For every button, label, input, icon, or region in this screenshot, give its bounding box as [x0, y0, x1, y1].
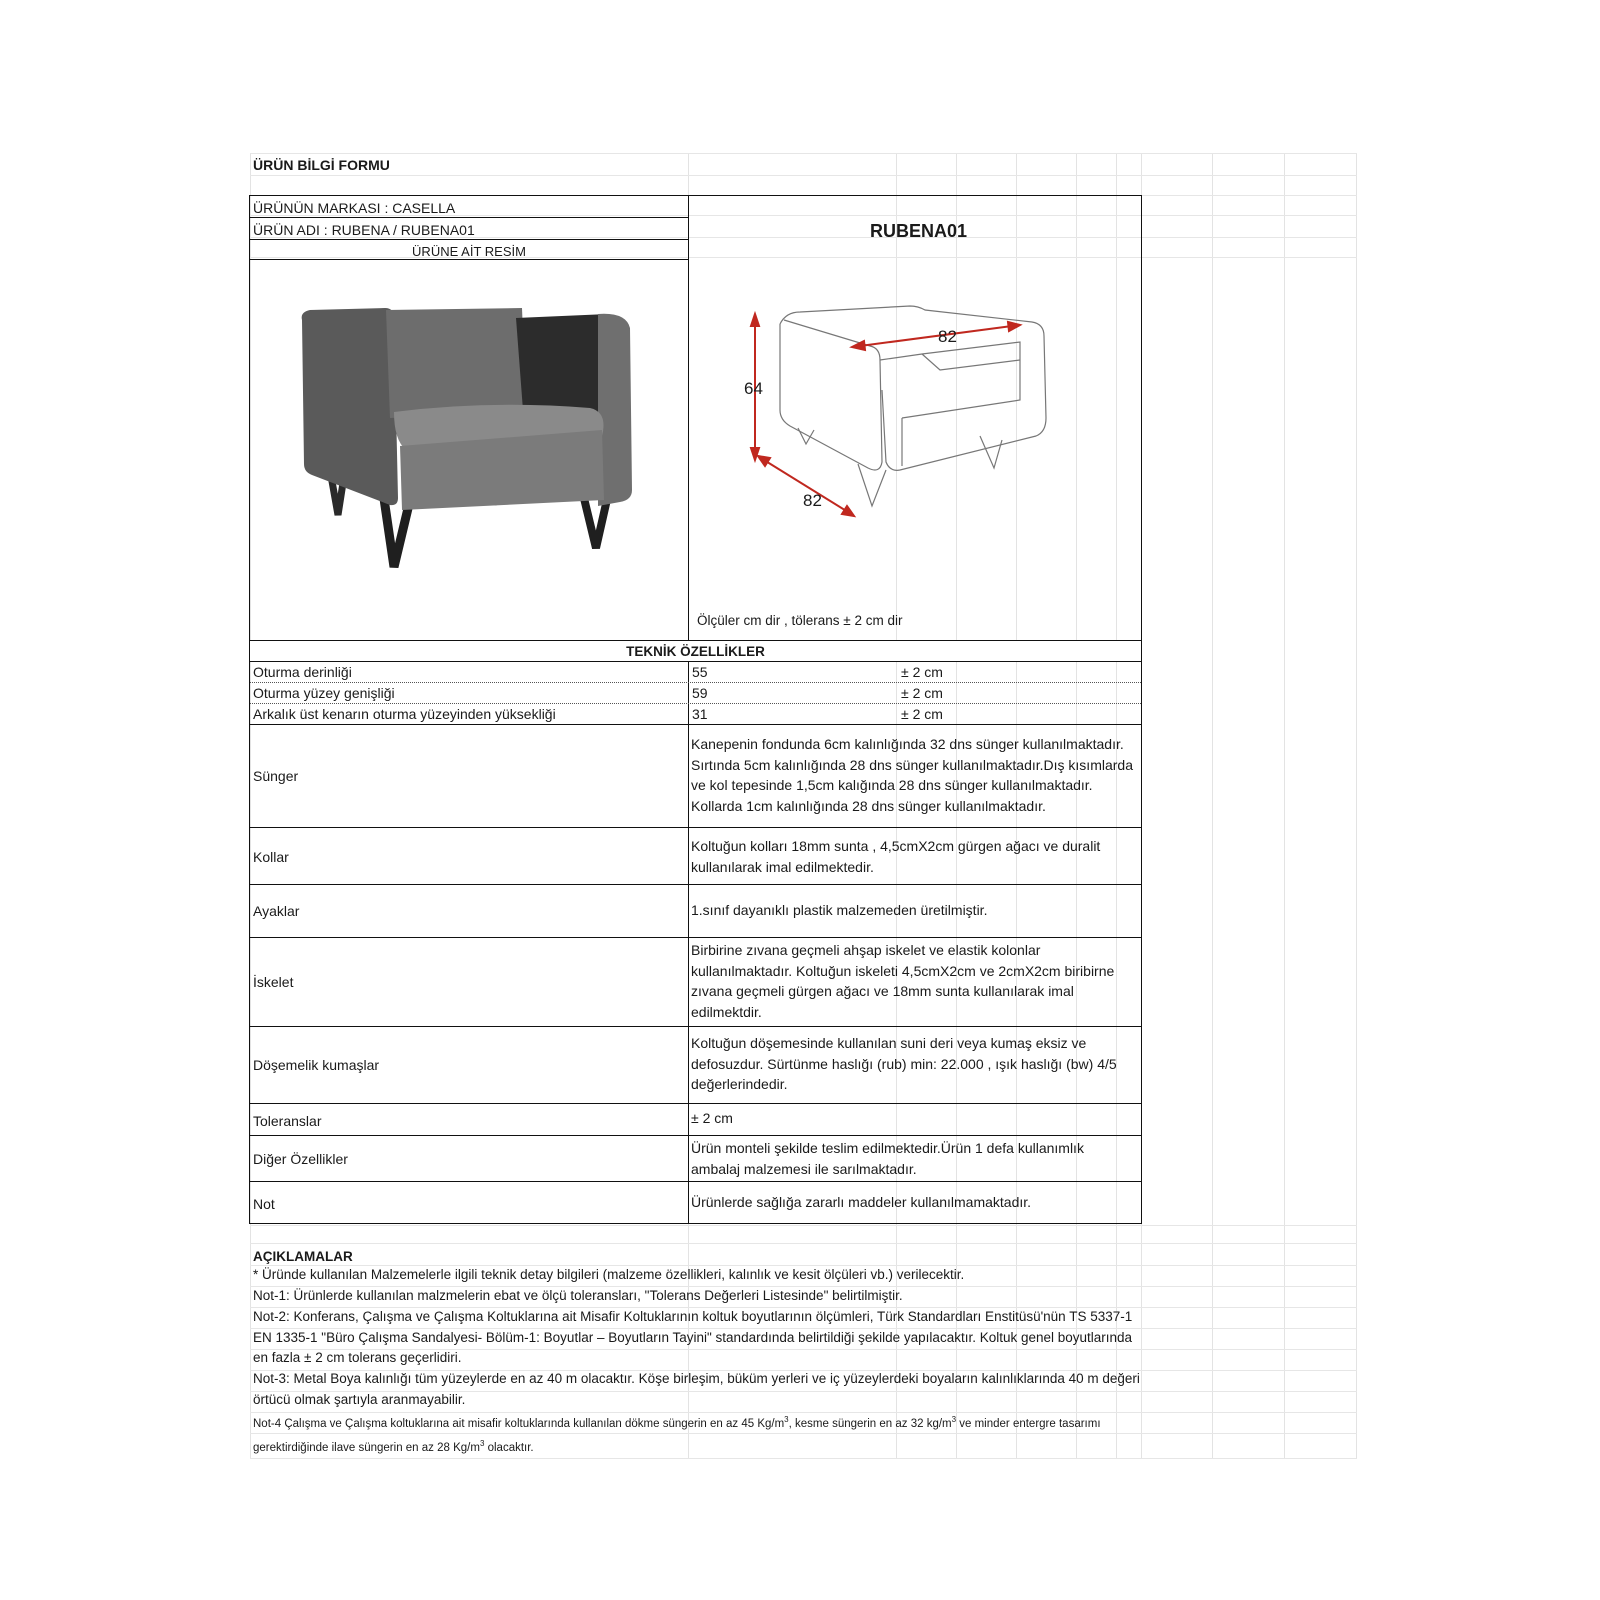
spec-text-kollar: Koltuğun kolları 18mm sunta , 4,5cmX2cm gürgen ağacı ve duralit kullanılarak imal edilmektedir. [691, 838, 1101, 875]
left-arm [302, 308, 398, 505]
spec-text-kumas: Koltuğun döşemesinde kullanılan suni deri veya kumaş eksiz ve defosuzdur. Sürtünme haslığı (rub) min: 22.000 , ışık haslığı (bw) 4/5 değerlerindedir. [691, 1035, 1117, 1092]
spec-text-not: Ürünlerde sağlığa zararlı maddeler kullanılmamaktadır. [691, 1194, 1032, 1210]
brand-line: ÜRÜNÜN MARKASI : CASELLA [253, 200, 456, 216]
spec-label-diger: Diğer Özellikler [253, 1151, 348, 1167]
notes-note4: Not-4 Çalışma ve Çalışma koltuklarına ait misafir koltuklarında kullanılan dökme süngerin en az 45 $Kg/m^3$, kesme süngerin en az 32 $kg/m^3$ ve minder entergre tasarımı gerektirdiğinde ilave süngerin en az 28 $Kg/m^3$ olacaktır. [253, 1415, 1101, 1455]
dimension-drawing [740, 300, 1070, 540]
frame-right [1141, 195, 1142, 1224]
height-arrow-top [751, 314, 759, 326]
spec-text-toleranslar: ± 2 cm [691, 1110, 733, 1126]
measure-tolerance: ± 2 cm [901, 685, 943, 701]
notes-note2: Not-2: Konferans, Çalışma ve Çalışma Koltuklarına ait Misafir Koltuklarının koltuk boyutlarının ölçümleri, Türk Standardları Enstitüsü'nün TS 5337-1 EN 1335-1 "Büro Çalışma Sandalyesi- Bölüm-1: Boyutlar – Boyutların Tayini" standardında belirtildiği şekilde yapılacaktır. Koltuk genel boyutlarında en fazla ± 2 cm tolerans geçerlidiri. [253, 1309, 1133, 1365]
product-name-line: ÜRÜN ADI : RUBENA / RUBENA01 [253, 222, 475, 238]
notes-star: * Üründe kullanılan Malzemelerle ilgili teknik detay bilgileri (malzeme özellikleri, kalınlık ve kesit ölçüleri vb.) verilecektir. [253, 1267, 965, 1282]
width-arrow-right [1008, 322, 1020, 331]
spec-label-kollar: Kollar [253, 849, 289, 865]
width-label: 82 [938, 327, 957, 346]
spec-label-iskelet: İskelet [253, 974, 294, 990]
spec-text-diger: Ürün monteli şekilde teslim edilmektedir.Ürün 1 defa kullanımlık ambalaj malzemesi ile sarılmaktadır. [691, 1140, 1084, 1177]
spec-text-sunger: Kanepenin fondunda 6cm kalınlığında 32 dns sünger kullanılmaktadır. Sırtında 5cm kalınlığında 28 dns sünger kullanılmaktadır.Dış kısımlarda ve kol tepesinde 1,5cm kalığında 28 dns sünger kullanılmaktadır. Kollarda 1cm kalınlığında 28 dns sünger kullanılmaktadır. [691, 736, 1133, 814]
spec-label-not: Not [253, 1196, 275, 1212]
leg-back-left [798, 428, 814, 444]
notes-title: AÇIKLAMALAR [253, 1249, 353, 1264]
notes-note1: Not-1: Ürünlerde kullanılan malzmelerin ebat ve ölçü toleransları, "Tolerans Değerleri Listesinde" belirtilmiştir. [253, 1288, 903, 1303]
measure-tolerance: ± 2 cm [901, 664, 943, 680]
frame-left [249, 195, 250, 1224]
measure-tolerance: ± 2 cm [901, 706, 943, 722]
depth-label: 82 [803, 491, 822, 510]
measure-label: Oturma derinliği [253, 664, 352, 680]
model-code: RUBENA01 [870, 221, 968, 241]
measure-label: Oturma yüzey genişliği [253, 685, 395, 701]
specs-header: TEKNİK ÖZELLİKLER [626, 644, 765, 659]
measure-label: Arkalık üst kenarın oturma yüzeyinden yüksekliği [253, 706, 556, 722]
chair-outline-seat [880, 342, 1020, 418]
form-title: ÜRÜN BİLGİ FORMU [253, 157, 390, 173]
depth-arrow-right [842, 506, 854, 516]
picture-label: ÜRÜNE AİT RESİM [412, 244, 526, 259]
armchair-photo [290, 300, 660, 590]
height-arrow-bottom [751, 448, 759, 460]
measure-value: 31 [692, 706, 708, 722]
spec-text-iskelet: Birbirine zıvana geçmeli ahşap iskelet ve elastik kolonlar kullanılmaktadır. Koltuğun iskeleti 4,5cmX2cm ve 2cmX2cm biribirne zıvana geçmeli gürgen ağacı ve 18mm sunta kullanılarak imal edilmektdir. [691, 942, 1115, 1020]
spec-label-toleranslar: Toleranslar [253, 1113, 322, 1129]
spec-label-sunger: Sünger [253, 768, 299, 784]
notes-note3: Not-3: Metal Boya kalınlığı tüm yüzeylerde en az 40 m olacaktır. Köşe birleşim, büküm yerleri ve iç yüzeylerdeki boyaların kalınlıklarında 40 m değeri örtücü olmak şartıyla aranmayabilir. [253, 1371, 1140, 1407]
spec-label-ayaklar: Ayaklar [253, 903, 300, 919]
spec-label-kumas: Döşemelik kumaşlar [253, 1057, 380, 1073]
frame-top [249, 195, 1142, 196]
dimensions-note: Ölçüler cm dir , tölerans ± 2 cm dir [697, 613, 903, 628]
backrest [386, 308, 526, 418]
measure-value: 59 [692, 685, 708, 701]
height-label: 64 [744, 379, 763, 398]
measure-value: 55 [692, 664, 708, 680]
chair-outline-back-inner [922, 354, 1020, 370]
leg-front-left [858, 464, 886, 506]
chair-outline-left-arm [780, 320, 882, 470]
depth-arrow-left [758, 456, 770, 466]
frame-bottom [249, 1223, 1142, 1224]
spec-text-ayaklar: 1.sınıf dayanıklı plastik malzemeden üretilmiştir. [691, 902, 988, 918]
width-dimension-line [860, 326, 1012, 346]
leg-front-right [980, 436, 1002, 468]
